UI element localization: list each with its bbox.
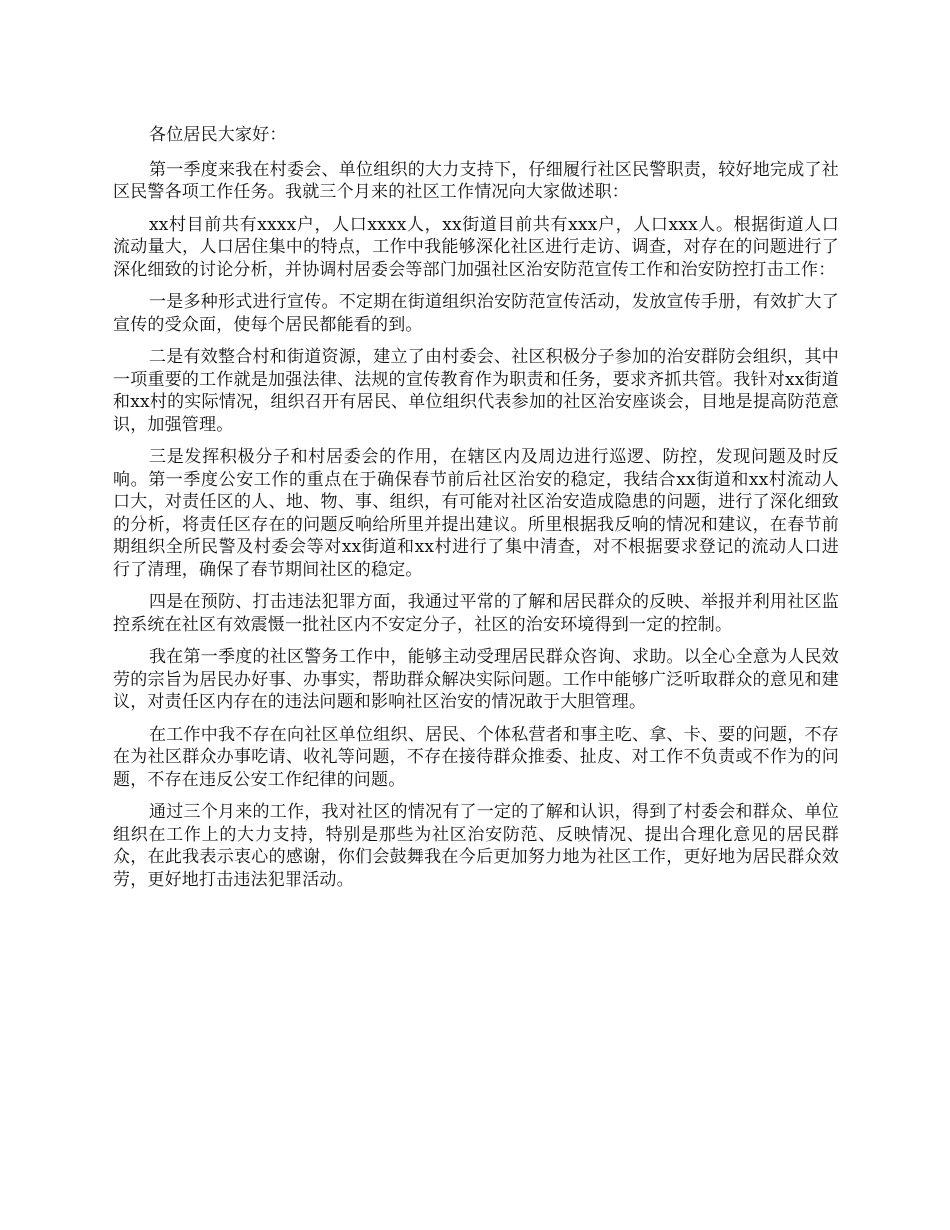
paragraph-item-two: 二是有效整合村和街道资源，建立了由村委会、社区积极分子参加的治安群防会组织，其中一项重要的工作就是加强法律、法规的宣传教育作为职责和任务，要求齐抓共管。我针对xx街道和xx村的实际情况，组织召开有居民、单位组织代表参加的社区治安座谈会，目地是提高防范意识，加强管理。 [113, 347, 839, 435]
document-page [113, 124, 839, 901]
paragraph-conclusion: 通过三个月来的工作，我对社区的情况有了一定的了解和认识，得到了村委会和群众、单位组织在工作上的大力支持，特别是那些为社区治安防范、反映情况、提出合理化意见的居民群众，在此我表示衷心的感谢，你们会鼓舞我在今后更加努力地为社区工作，更好地为居民群众效劳，更好地打击违法犯罪活动。 [113, 802, 839, 890]
paragraph-intro: 第一季度来我在村委会、单位组织的大力支持下，仔细履行社区民警职责，较好地完成了社区民警各项工作任务。我就三个月来的社区工作情况向大家做述职： [113, 159, 839, 202]
paragraph-item-four: 四是在预防、打击违法犯罪方面，我通过平常的了解和居民群众的反映、举报并利用社区监控系统在社区有效震慑一批社区内不安定分子，社区的治安环境得到一定的控制。 [113, 592, 839, 635]
paragraph-item-three: 三是发挥积极分子和村居委会的作用，在辖区内及周边进行巡逻、防控，发现问题及时反响。第一季度公安工作的重点在于确保春节前后社区治安的稳定，我结合xx街道和xx村流动人口大，对责任区的人、地、物、事、组织，有可能对社区治安造成隐患的问题，进行了深化细致的分析，将责任区存在的问题反响给所里并提出建议。所里根据我反响的情况和建议，在春节前期组织全所民警及村委会等对xx街道和xx村进行了集中清查，对不根据要求登记的流动人口进行了清理，确保了春节期间社区的稳定。 [113, 447, 839, 580]
greeting: 各位居民大家好： [149, 125, 287, 145]
paragraph-service: 我在第一季度的社区警务工作中，能够主动受理居民群众咨询、求助。以全心全意为人民效劳的宗旨为居民办好事、办事实，帮助群众解决实际问题。工作中能够广泛听取群众的意见和建议，对责任区内存在的违法问题和影响社区治安的情况敢于大胆管理。 [113, 647, 839, 712]
paragraph-item-one: 一是多种形式进行宣传。不定期在街道组织治安防范宣传活动，发放宣传手册，有效扩大了宣传的受众面，使每个居民都能看的到。 [113, 292, 839, 335]
paragraph-population: xx村目前共有xxxx户，人口xxxx人，xx街道目前共有xxx户，人口xxx人。根据街道人口流动量大，人口居住集中的特点，工作中我能够深化社区进行走访、调查，对存在的问题进行了深化细致的讨论分析，并协调村居委会等部门加强社区治安防范宣传工作和治安防控打击工作： [113, 214, 839, 280]
paragraph-discipline: 在工作中我不存在向社区单位组织、居民、个体私营者和事主吃、拿、卡、要的问题，不存在为社区群众办事吃请、收礼等问题，不存在接待群众推委、扯皮、对工作不负责或不作为的问题，不存在违反公安工作纪律的问题。 [113, 724, 839, 790]
